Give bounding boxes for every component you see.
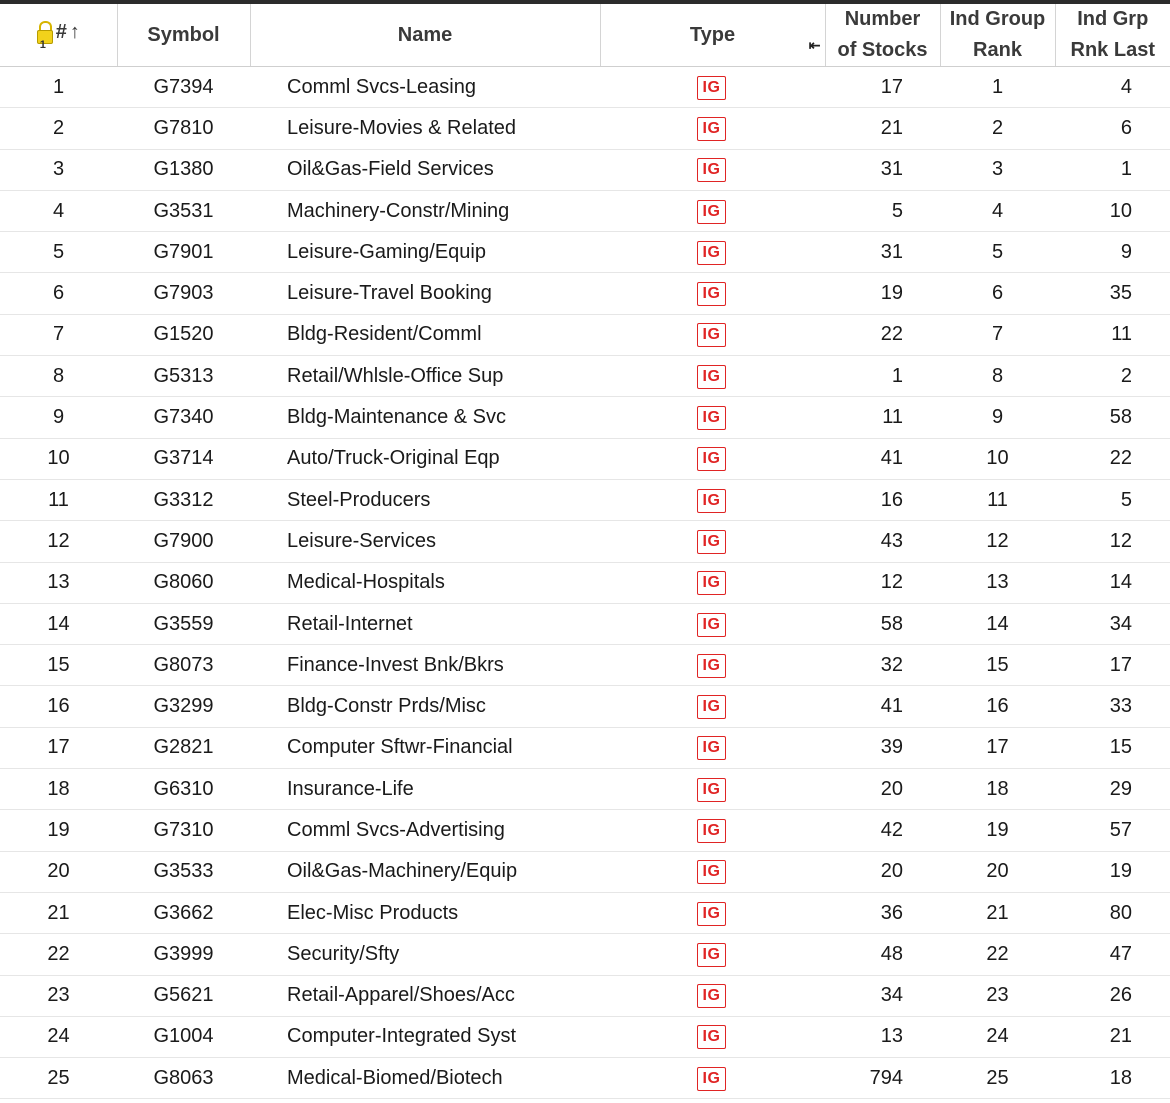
row-ind-grp-rnk-last-cell: 47 <box>1055 934 1170 975</box>
row-type-cell <box>600 727 825 768</box>
row-type-cell <box>600 356 825 397</box>
row-rank-cell: 5 <box>0 232 117 273</box>
row-name-cell[interactable]: Bldg-Maintenance & Svc <box>250 397 600 438</box>
row-rank-cell: 22 <box>0 934 117 975</box>
row-symbol-cell[interactable]: G7903 <box>117 273 250 314</box>
row-ind-grp-rnk-last-cell: 18 <box>1055 1058 1170 1099</box>
row-number-of-stocks-cell: 39 <box>825 727 940 768</box>
table-row[interactable] <box>0 645 1170 686</box>
row-symbol-cell[interactable]: G1380 <box>117 149 250 190</box>
row-number-of-stocks-cell: 48 <box>825 934 940 975</box>
row-ind-grp-rnk-last-cell: 21 <box>1055 1016 1170 1057</box>
row-name-cell[interactable]: Elec-Misc Products <box>250 892 600 933</box>
row-name-cell[interactable]: Comml Svcs-Leasing <box>250 67 600 108</box>
row-ind-group-rank-cell: 5 <box>940 232 1055 273</box>
type-badge[interactable]: IG <box>697 158 727 182</box>
row-ind-grp-rnk-last-cell: 29 <box>1055 769 1170 810</box>
header-row <box>0 4 1170 67</box>
type-badge[interactable]: IG <box>697 819 727 843</box>
row-name-cell[interactable]: Finance-Invest Bnk/Bkrs <box>250 645 600 686</box>
table-row[interactable] <box>0 727 1170 768</box>
row-rank-cell: 12 <box>0 521 117 562</box>
row-symbol-cell[interactable]: G1004 <box>117 1016 250 1057</box>
type-badge[interactable]: IG <box>697 530 727 554</box>
row-symbol-cell[interactable]: G3533 <box>117 851 250 892</box>
row-type-cell <box>600 273 825 314</box>
row-ind-grp-rnk-last-cell: 5 <box>1055 479 1170 520</box>
row-type-cell <box>600 190 825 231</box>
type-badge[interactable]: IG <box>697 695 727 719</box>
table-row[interactable] <box>0 232 1170 273</box>
row-name-cell[interactable]: Leisure-Travel Booking <box>250 273 600 314</box>
row-type-cell <box>600 1016 825 1057</box>
row-ind-group-rank-cell: 18 <box>940 769 1055 810</box>
row-name-cell[interactable]: Bldg-Resident/Comml <box>250 314 600 355</box>
row-number-of-stocks-cell: 42 <box>825 810 940 851</box>
row-name-cell[interactable]: Steel-Producers <box>250 479 600 520</box>
table-row[interactable] <box>0 438 1170 479</box>
type-badge[interactable]: IG <box>697 489 727 513</box>
row-type-cell <box>600 521 825 562</box>
table-row[interactable] <box>0 314 1170 355</box>
col-header-type[interactable]: Type ⇤ <box>600 4 825 67</box>
row-symbol-cell[interactable]: G8063 <box>117 1058 250 1099</box>
row-ind-grp-rnk-last-cell: 17 <box>1055 645 1170 686</box>
row-name-cell[interactable]: Retail/Whlsle-Office Sup <box>250 356 600 397</box>
row-number-of-stocks-cell: 20 <box>825 769 940 810</box>
table-row[interactable] <box>0 892 1170 933</box>
row-number-of-stocks-cell: 41 <box>825 686 940 727</box>
row-rank-cell: 17 <box>0 727 117 768</box>
row-type-cell <box>600 810 825 851</box>
row-name-cell[interactable]: Oil&Gas-Field Services <box>250 149 600 190</box>
row-symbol-cell[interactable]: G8073 <box>117 645 250 686</box>
row-name-cell[interactable]: Leisure-Gaming/Equip <box>250 232 600 273</box>
row-ind-group-rank-cell: 22 <box>940 934 1055 975</box>
row-name-cell[interactable]: Computer-Integrated Syst <box>250 1016 600 1057</box>
table-row[interactable] <box>0 397 1170 438</box>
row-ind-group-rank-cell: 19 <box>940 810 1055 851</box>
row-symbol-cell[interactable]: G3531 <box>117 190 250 231</box>
row-symbol-cell[interactable]: G3662 <box>117 892 250 933</box>
row-ind-grp-rnk-last-cell: 15 <box>1055 727 1170 768</box>
row-number-of-stocks-cell: 31 <box>825 232 940 273</box>
row-type-cell <box>600 479 825 520</box>
col-header-number-of-stocks[interactable]: Number of Stocks <box>825 4 940 67</box>
row-rank-cell: 18 <box>0 769 117 810</box>
row-type-cell <box>600 603 825 644</box>
row-symbol-cell[interactable]: G6310 <box>117 769 250 810</box>
row-type-cell <box>600 892 825 933</box>
row-rank-cell: 14 <box>0 603 117 644</box>
row-name-cell[interactable]: Retail-Internet <box>250 603 600 644</box>
row-rank-cell: 6 <box>0 273 117 314</box>
row-rank-cell: 16 <box>0 686 117 727</box>
row-name-cell[interactable]: Medical-Biomed/Biotech <box>250 1058 600 1099</box>
row-ind-grp-rnk-last-cell: 35 <box>1055 273 1170 314</box>
row-symbol-cell[interactable]: G7340 <box>117 397 250 438</box>
type-badge[interactable]: IG <box>697 241 727 265</box>
row-symbol-cell[interactable]: G1520 <box>117 314 250 355</box>
col-header-symbol[interactable]: Symbol <box>117 4 250 67</box>
row-ind-grp-rnk-last-cell: 1 <box>1055 149 1170 190</box>
row-name-cell[interactable]: Medical-Hospitals <box>250 562 600 603</box>
row-symbol-cell[interactable]: G5313 <box>117 356 250 397</box>
col-header-ind-group-rank[interactable]: Ind Group Rank <box>940 4 1055 67</box>
row-rank-cell: 15 <box>0 645 117 686</box>
row-symbol-cell[interactable]: G7901 <box>117 232 250 273</box>
row-type-cell <box>600 397 825 438</box>
row-type-cell <box>600 67 825 108</box>
type-badge[interactable]: IG <box>697 902 727 926</box>
row-type-cell <box>600 975 825 1016</box>
row-rank-cell: 19 <box>0 810 117 851</box>
row-name-cell[interactable]: Bldg-Constr Prds/Misc <box>250 686 600 727</box>
row-ind-grp-rnk-last-cell: 11 <box>1055 314 1170 355</box>
row-type-cell <box>600 438 825 479</box>
row-ind-grp-rnk-last-cell: 14 <box>1055 562 1170 603</box>
col-header-name[interactable]: Name <box>250 4 600 67</box>
type-badge[interactable]: IG <box>697 76 727 100</box>
table-row[interactable] <box>0 149 1170 190</box>
row-symbol-cell[interactable]: G7394 <box>117 67 250 108</box>
row-name-cell[interactable]: Auto/Truck-Original Eqp <box>250 438 600 479</box>
row-symbol-cell[interactable]: G2821 <box>117 727 250 768</box>
col-header-rank-number[interactable] <box>0 4 117 67</box>
row-type-cell <box>600 314 825 355</box>
row-name-cell[interactable]: Oil&Gas-Machinery/Equip <box>250 851 600 892</box>
table-row[interactable] <box>0 562 1170 603</box>
row-ind-group-rank-cell: 7 <box>940 314 1055 355</box>
row-ind-grp-rnk-last-cell: 19 <box>1055 851 1170 892</box>
row-ind-group-rank-cell: 17 <box>940 727 1055 768</box>
table-row[interactable] <box>0 521 1170 562</box>
row-ind-group-rank-cell: 13 <box>940 562 1055 603</box>
row-type-cell <box>600 108 825 149</box>
row-ind-grp-rnk-last-cell: 80 <box>1055 892 1170 933</box>
row-ind-grp-rnk-last-cell: 57 <box>1055 810 1170 851</box>
row-ind-group-rank-cell: 6 <box>940 273 1055 314</box>
row-rank-cell: 24 <box>0 1016 117 1057</box>
row-ind-group-rank-cell: 21 <box>940 892 1055 933</box>
row-number-of-stocks-cell: 43 <box>825 521 940 562</box>
row-type-cell <box>600 769 825 810</box>
type-badge[interactable]: IG <box>697 613 727 637</box>
row-rank-cell: 2 <box>0 108 117 149</box>
row-rank-cell: 3 <box>0 149 117 190</box>
row-ind-group-rank-cell: 1 <box>940 67 1055 108</box>
row-number-of-stocks-cell: 5 <box>825 190 940 231</box>
row-rank-cell: 8 <box>0 356 117 397</box>
type-badge[interactable]: IG <box>697 117 727 141</box>
table-row[interactable] <box>0 108 1170 149</box>
table-row[interactable] <box>0 603 1170 644</box>
row-rank-cell: 23 <box>0 975 117 1016</box>
industry-group-table <box>0 4 1170 1099</box>
col-header-ind-grp-rnk-last[interactable]: Ind Grp Rnk Last <box>1055 4 1170 67</box>
row-symbol-cell[interactable]: G5621 <box>117 975 250 1016</box>
table-row[interactable] <box>0 1016 1170 1057</box>
row-ind-group-rank-cell: 20 <box>940 851 1055 892</box>
row-name-cell[interactable]: Computer Sftwr-Financial <box>250 727 600 768</box>
table-row[interactable] <box>0 769 1170 810</box>
row-rank-cell: 11 <box>0 479 117 520</box>
row-ind-group-rank-cell: 23 <box>940 975 1055 1016</box>
row-ind-grp-rnk-last-cell: 34 <box>1055 603 1170 644</box>
table-row[interactable] <box>0 934 1170 975</box>
row-ind-group-rank-cell: 10 <box>940 438 1055 479</box>
row-number-of-stocks-cell: 58 <box>825 603 940 644</box>
row-rank-cell: 20 <box>0 851 117 892</box>
row-rank-cell: 25 <box>0 1058 117 1099</box>
sort-ascending-icon[interactable]: ↑ <box>69 20 80 43</box>
row-ind-grp-rnk-last-cell: 10 <box>1055 190 1170 231</box>
row-ind-grp-rnk-last-cell: 58 <box>1055 397 1170 438</box>
row-ind-group-rank-cell: 14 <box>940 603 1055 644</box>
row-ind-group-rank-cell: 4 <box>940 190 1055 231</box>
lock-icon[interactable]: 1 <box>37 21 53 43</box>
row-number-of-stocks-cell: 16 <box>825 479 940 520</box>
row-ind-grp-rnk-last-cell: 6 <box>1055 108 1170 149</box>
row-name-cell[interactable]: Security/Sfty <box>250 934 600 975</box>
row-number-of-stocks-cell: 21 <box>825 108 940 149</box>
row-ind-group-rank-cell: 12 <box>940 521 1055 562</box>
row-symbol-cell[interactable]: G7900 <box>117 521 250 562</box>
row-ind-grp-rnk-last-cell: 12 <box>1055 521 1170 562</box>
row-rank-cell: 10 <box>0 438 117 479</box>
row-ind-group-rank-cell: 16 <box>940 686 1055 727</box>
row-symbol-cell[interactable]: G3299 <box>117 686 250 727</box>
row-symbol-cell[interactable]: G3559 <box>117 603 250 644</box>
type-badge[interactable]: IG <box>697 943 727 967</box>
row-name-cell[interactable]: Leisure-Movies & Related <box>250 108 600 149</box>
row-ind-group-rank-cell: 11 <box>940 479 1055 520</box>
row-number-of-stocks-cell: 11 <box>825 397 940 438</box>
row-number-of-stocks-cell: 13 <box>825 1016 940 1057</box>
row-name-cell[interactable]: Insurance-Life <box>250 769 600 810</box>
row-type-cell <box>600 1058 825 1099</box>
table-row[interactable] <box>0 479 1170 520</box>
row-symbol-cell[interactable]: G3714 <box>117 438 250 479</box>
row-number-of-stocks-cell: 12 <box>825 562 940 603</box>
row-ind-group-rank-cell: 24 <box>940 1016 1055 1057</box>
type-badge[interactable]: IG <box>697 282 727 306</box>
type-badge[interactable]: IG <box>697 736 727 760</box>
type-badge[interactable]: IG <box>697 571 727 595</box>
type-badge[interactable]: IG <box>697 984 727 1008</box>
row-number-of-stocks-cell: 32 <box>825 645 940 686</box>
table-row[interactable] <box>0 686 1170 727</box>
table-row[interactable] <box>0 851 1170 892</box>
row-type-cell <box>600 934 825 975</box>
row-ind-group-rank-cell: 9 <box>940 397 1055 438</box>
row-symbol-cell[interactable]: G8060 <box>117 562 250 603</box>
row-ind-group-rank-cell: 8 <box>940 356 1055 397</box>
row-number-of-stocks-cell: 41 <box>825 438 940 479</box>
row-number-of-stocks-cell: 794 <box>825 1058 940 1099</box>
row-symbol-cell[interactable]: G7310 <box>117 810 250 851</box>
row-type-cell <box>600 686 825 727</box>
table-row[interactable] <box>0 1058 1170 1099</box>
row-rank-cell: 4 <box>0 190 117 231</box>
row-number-of-stocks-cell: 17 <box>825 67 940 108</box>
type-badge[interactable]: IG <box>697 1067 727 1091</box>
table-row[interactable] <box>0 975 1170 1016</box>
type-badge[interactable]: IG <box>697 778 727 802</box>
row-number-of-stocks-cell: 34 <box>825 975 940 1016</box>
row-name-cell[interactable]: Machinery-Constr/Mining <box>250 190 600 231</box>
row-name-cell[interactable]: Retail-Apparel/Shoes/Acc <box>250 975 600 1016</box>
row-ind-grp-rnk-last-cell: 4 <box>1055 67 1170 108</box>
row-name-cell[interactable]: Comml Svcs-Advertising <box>250 810 600 851</box>
row-number-of-stocks-cell: 36 <box>825 892 940 933</box>
type-badge[interactable]: IG <box>697 323 727 347</box>
row-number-of-stocks-cell: 22 <box>825 314 940 355</box>
row-number-of-stocks-cell: 19 <box>825 273 940 314</box>
type-badge[interactable]: IG <box>697 447 727 471</box>
row-ind-grp-rnk-last-cell: 22 <box>1055 438 1170 479</box>
row-symbol-cell[interactable]: G3312 <box>117 479 250 520</box>
collapse-column-icon[interactable]: ⇤ <box>808 37 821 53</box>
row-rank-cell: 21 <box>0 892 117 933</box>
type-badge[interactable]: IG <box>697 200 727 224</box>
row-ind-grp-rnk-last-cell: 2 <box>1055 356 1170 397</box>
table-row[interactable] <box>0 190 1170 231</box>
table-row[interactable] <box>0 67 1170 108</box>
type-badge[interactable]: IG <box>697 1025 727 1049</box>
type-badge[interactable]: IG <box>697 654 727 678</box>
row-ind-grp-rnk-last-cell: 26 <box>1055 975 1170 1016</box>
row-rank-cell: 7 <box>0 314 117 355</box>
row-rank-cell: 1 <box>0 67 117 108</box>
row-rank-cell: 9 <box>0 397 117 438</box>
row-number-of-stocks-cell: 31 <box>825 149 940 190</box>
col-header-rank-label: # <box>55 20 67 43</box>
table-row[interactable] <box>0 273 1170 314</box>
row-number-of-stocks-cell: 1 <box>825 356 940 397</box>
row-ind-grp-rnk-last-cell: 33 <box>1055 686 1170 727</box>
row-rank-cell: 13 <box>0 562 117 603</box>
table-row[interactable] <box>0 810 1170 851</box>
row-name-cell[interactable]: Leisure-Services <box>250 521 600 562</box>
row-symbol-cell[interactable]: G7810 <box>117 108 250 149</box>
row-type-cell <box>600 232 825 273</box>
table-row[interactable] <box>0 356 1170 397</box>
row-type-cell <box>600 149 825 190</box>
row-ind-group-rank-cell: 25 <box>940 1058 1055 1099</box>
row-number-of-stocks-cell: 20 <box>825 851 940 892</box>
row-type-cell <box>600 645 825 686</box>
row-ind-grp-rnk-last-cell: 9 <box>1055 232 1170 273</box>
row-type-cell <box>600 562 825 603</box>
row-ind-group-rank-cell: 2 <box>940 108 1055 149</box>
row-type-cell <box>600 851 825 892</box>
type-badge[interactable]: IG <box>697 860 727 884</box>
type-badge[interactable]: IG <box>697 365 727 389</box>
row-ind-group-rank-cell: 15 <box>940 645 1055 686</box>
row-ind-group-rank-cell: 3 <box>940 149 1055 190</box>
type-badge[interactable]: IG <box>697 406 727 430</box>
row-symbol-cell[interactable]: G3999 <box>117 934 250 975</box>
